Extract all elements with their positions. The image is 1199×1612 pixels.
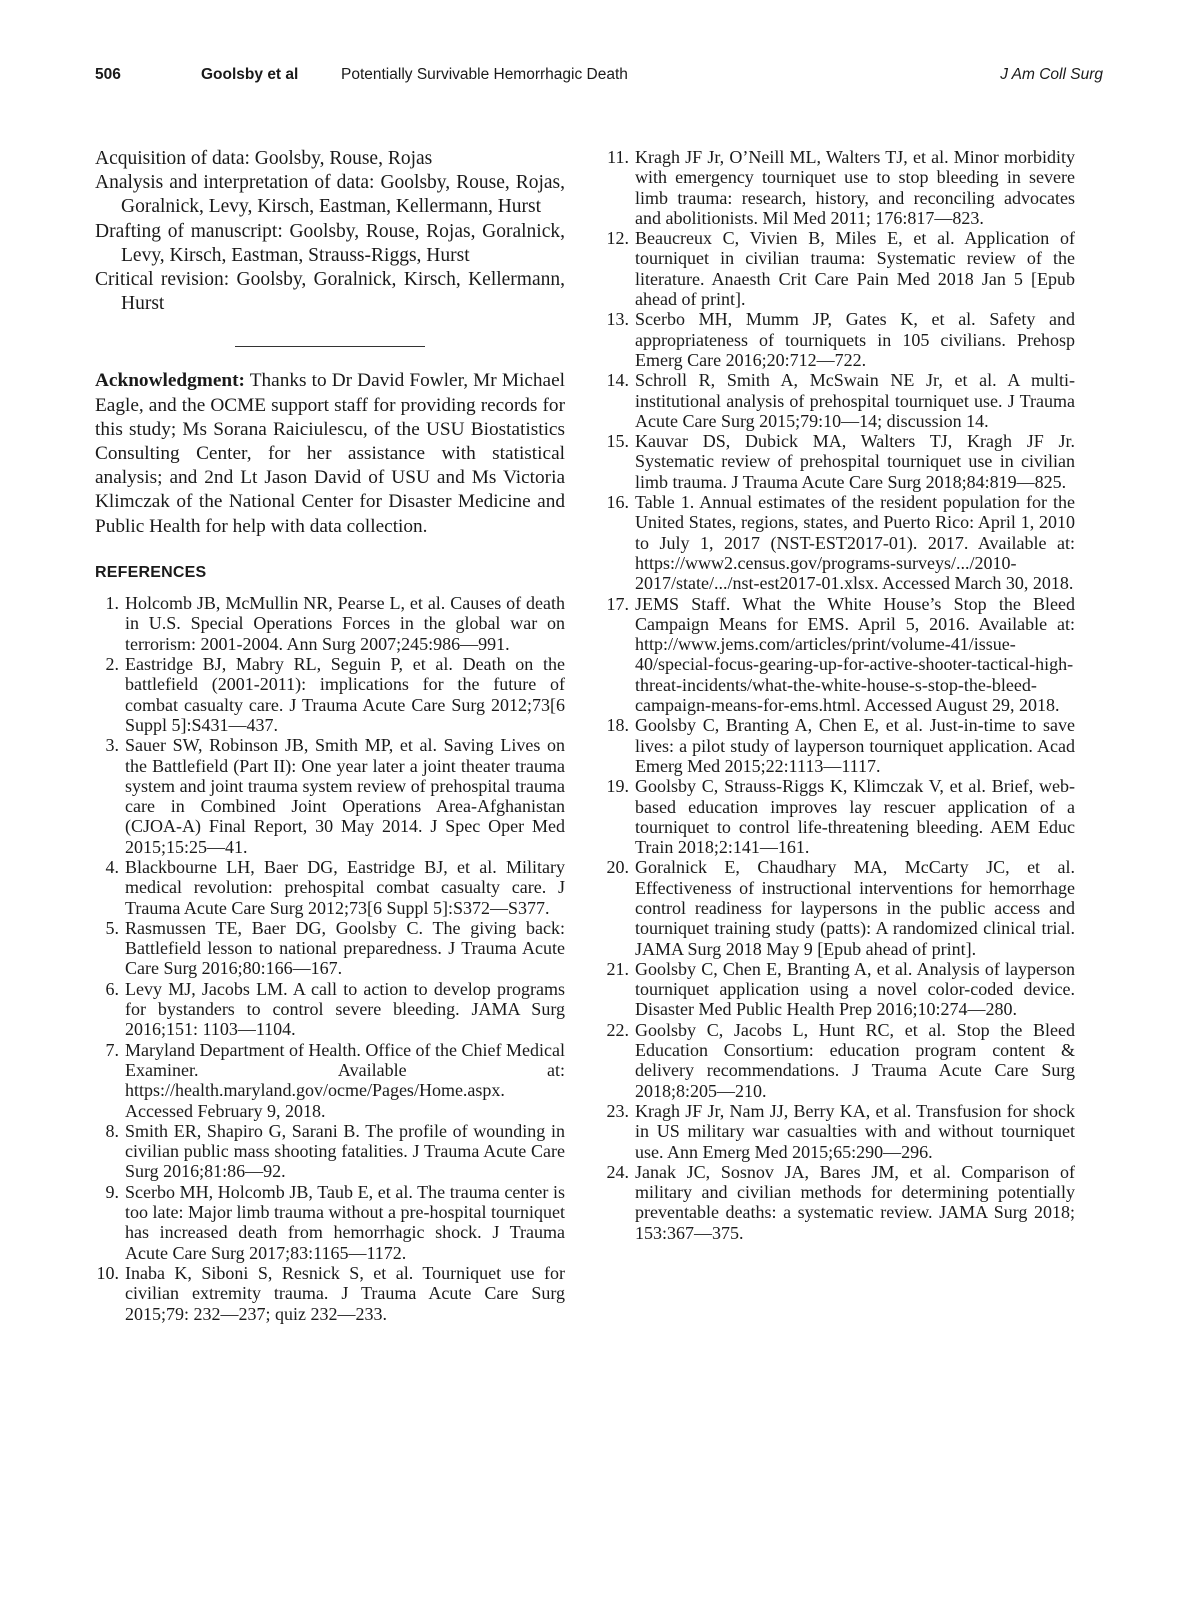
right-column bbox=[605, 147, 1075, 1243]
reference-text: Eastridge BJ, Mabry RL, Seguin P, et al. Death on the battlefield (2001-2011): implications for the future of combat casualty care. J Trauma Acute Care Surg 2012;73[6 Suppl 5]:S431—437. bbox=[125, 654, 565, 735]
reference-text: Holcomb JB, McMullin NR, Pearse L, et al. Causes of death in U.S. Special Operations Forces in the global war on terrorism: 2001-2004. Ann Surg 2007;245:986—991. bbox=[125, 593, 565, 654]
reference-number: 10. bbox=[96, 1262, 119, 1283]
reference-text: Beaucreux C, Vivien B, Miles E, et al. Application of tourniquet in civilian trauma: Systematic review of the literature. Anaesth Crit Care Pain Med 2018 Jan 5 [Epub ahead of print]. bbox=[635, 228, 1075, 310]
reference-item bbox=[605, 715, 1075, 776]
reference-text: Rasmussen TE, Baer DG, Goolsby C. The giving back: Battlefield lesson to national preparedness. J Trauma Acute Care Surg 2016;80:166—167. bbox=[125, 917, 565, 979]
reference-item bbox=[95, 857, 565, 918]
reference-number: 8. bbox=[105, 1120, 119, 1141]
acknowledgment-label: Acknowledgment: bbox=[95, 370, 245, 392]
acknowledgment bbox=[95, 369, 565, 538]
reference-number: 24. bbox=[606, 1161, 629, 1182]
reference-text: Goralnick E, Chaudhary MA, McCarty JC, et al. Effectiveness of instructional interventions for hemorrhage control readiness for laypersons in the public access and tourniquet training study (patts): A randomized clinical trial. JAMA Surg 2018 May 9 [Epub ahead of print]. bbox=[635, 857, 1075, 959]
contribution-drafting: Drafting of manuscript: Goolsby, Rouse, Rojas, Goralnick, Levy, Kirsch, Eastman, Strauss-Riggs, Hurst bbox=[95, 220, 565, 266]
reference-item bbox=[605, 431, 1075, 492]
running-header bbox=[95, 66, 1103, 88]
reference-text: Goolsby C, Jacobs L, Hunt RC, et al. Stop the Bleed Education Consortium: education program content & delivery recommendations. J Trauma Acute Care Surg 2018;8:205—210. bbox=[635, 1019, 1075, 1101]
reference-text: Goolsby C, Branting A, Chen E, et al. Just-in-time to save lives: a pilot study of layperson tourniquet application. Acad Emerg Med 2015;22:1113—1117. bbox=[635, 715, 1075, 776]
reference-number: 18. bbox=[606, 715, 629, 736]
author-contributions bbox=[95, 147, 565, 316]
reference-item bbox=[605, 309, 1075, 370]
reference-item bbox=[605, 959, 1075, 1020]
reference-number: 12. bbox=[606, 228, 629, 249]
reference-number: 3. bbox=[105, 735, 119, 756]
acknowledgment-text: Thanks to Dr David Fowler, Mr Michael Eagle, and the OCME support staff for providing records for this study; Ms Sorana Raiciulescu, of the USU Biostatistics Consulting Center, for her assistance with statistical analysis; and 2nd Lt Jason David of USU and Ms Victoria Klimczak of the National Center for Disaster Medicine and Public Health for help with data collection. bbox=[95, 370, 565, 537]
reference-number: 16. bbox=[606, 492, 629, 513]
reference-text: Inaba K, Siboni S, Resnick S, et al. Tourniquet use for civilian extremity trauma. J Trauma Acute Care Surg 2015;79: 232—237; quiz 232—233. bbox=[125, 1262, 565, 1324]
references-heading: REFERENCES bbox=[95, 563, 207, 581]
reference-number: 13. bbox=[606, 309, 629, 330]
reference-text: Smith ER, Shapiro G, Sarani B. The profile of wounding in civilian public mass shooting fatalities. J Trauma Acute Care Surg 2016;81:86—92. bbox=[125, 1120, 565, 1182]
reference-number: 7. bbox=[105, 1039, 119, 1060]
reference-item bbox=[95, 735, 565, 857]
reference-number: 4. bbox=[105, 857, 119, 877]
reference-item bbox=[605, 594, 1075, 716]
reference-text: Goolsby C, Chen E, Branting A, et al. Analysis of layperson tourniquet application using a novel color-coded device. Disaster Med Public Health Prep 2016;10:274—280. bbox=[635, 958, 1075, 1020]
reference-text: Sauer SW, Robinson JB, Smith MP, et al. Saving Lives on the Battlefield (Part II): One year later a joint theater trauma system and joint trauma system review of prehospital trauma care in Combined Joint Operations Area-Afghanistan (CJOA-A) Final Report, 30 May 2014. J Spec Oper Med 2015;15:25—41. bbox=[125, 735, 565, 857]
reference-number: 19. bbox=[606, 776, 629, 797]
reference-item bbox=[95, 1121, 565, 1182]
reference-number: 22. bbox=[606, 1019, 629, 1040]
reference-text: Levy MJ, Jacobs LM. A call to action to develop programs for bystanders to control severe bleeding. JAMA Surg 2016;151: 1103—1104. bbox=[125, 978, 565, 1040]
contribution-analysis: Analysis and interpretation of data: Goolsby, Rouse, Rojas, Goralnick, Levy, Kirsch, Eastman, Kellermann, Hurst bbox=[95, 172, 565, 218]
reference-number: 14. bbox=[606, 370, 629, 391]
reference-item bbox=[605, 1101, 1075, 1162]
header-journal: J Am Coll Surg bbox=[1000, 66, 1103, 83]
header-title: Potentially Survivable Hemorrhagic Death bbox=[341, 66, 628, 83]
reference-item bbox=[95, 1263, 565, 1324]
reference-text: Blackbourne LH, Baer DG, Eastridge BJ, et al. Military medical revolution: prehospital combat casualty care. J Trauma Acute Care Surg 2012;73[6 Suppl 5]:S372—S377. bbox=[125, 857, 565, 918]
reference-item bbox=[95, 979, 565, 1040]
reference-number: 1. bbox=[105, 593, 119, 614]
reference-item bbox=[605, 147, 1075, 228]
page-number: 506 bbox=[95, 66, 121, 83]
left-column bbox=[95, 147, 565, 1324]
reference-text: Scerbo MH, Holcomb JB, Taub E, et al. The trauma center is too late: Major limb trauma without a pre-hospital tourniquet has increased death from hemorrhagic shock. J Trauma Acute Care Surg 2017;83:1165—1172. bbox=[125, 1181, 565, 1263]
reference-list-right bbox=[605, 147, 1075, 1243]
reference-number: 5. bbox=[105, 917, 119, 938]
reference-number: 2. bbox=[105, 654, 119, 675]
contribution-acquisition: Acquisition of data: Goolsby, Rouse, Rojas bbox=[95, 148, 433, 169]
header-authors: Goolsby et al bbox=[201, 66, 299, 83]
reference-text: Schroll R, Smith A, McSwain NE Jr, et al. A multi-institutional analysis of prehospital tourniquet use. J Trauma Acute Care Surg 2015;79:10—14; discussion 14. bbox=[635, 370, 1075, 431]
reference-item bbox=[95, 1040, 565, 1121]
reference-item bbox=[95, 654, 565, 735]
reference-number: 21. bbox=[606, 958, 629, 979]
reference-item bbox=[605, 1162, 1075, 1243]
reference-text: Scerbo MH, Mumm JP, Gates K, et al. Safety and appropriateness of tourniquets in 105 civilians. Prehosp Emerg Care 2016;20:712—722. bbox=[635, 309, 1075, 370]
reference-item bbox=[95, 1182, 565, 1263]
reference-number: 17. bbox=[606, 593, 629, 614]
reference-item bbox=[605, 857, 1075, 958]
reference-number: 23. bbox=[606, 1100, 629, 1121]
reference-number: 6. bbox=[105, 978, 119, 999]
reference-item bbox=[605, 370, 1075, 431]
reference-list-left bbox=[95, 593, 565, 1324]
reference-text: Table 1. Annual estimates of the resident population for the United States, regions, states, and Puerto Rico: April 1, 2010 to July 1, 2017 (NST-EST2017-01). 2017. Available at: https://www2.census.gov/programs-surveys/.../2010-2017/state/.../nst-est2017-01.xlsx. Accessed March 30, 2018. bbox=[635, 492, 1075, 594]
section-divider bbox=[235, 346, 425, 347]
reference-text: Janak JC, Sosnov JA, Bares JM, et al. Comparison of military and civilian methods for determining potentially preventable deaths: a systematic review. JAMA Surg 2018; 153:367—375. bbox=[635, 1161, 1075, 1243]
reference-text: Kragh JF Jr, Nam JJ, Berry KA, et al. Transfusion for shock in US military war casualties with and without tourniquet use. Ann Emerg Med 2015;65:290—296. bbox=[635, 1100, 1075, 1162]
reference-item bbox=[95, 918, 565, 979]
reference-text: Maryland Department of Health. Office of the Chief Medical Examiner. Available at: https://health.maryland.gov/ocme/Pages/Home.aspx. Accessed February 9, 2018. bbox=[125, 1039, 566, 1121]
reference-text: JEMS Staff. What the White House’s Stop the Bleed Campaign Means for EMS. April 5, 2016. Available at: http://www.jems.com/articles/print/volume-41/issue-40/special-focus-gearing-up-for-active-shooter-tactical-high-threat-incidents/what-the-white-house-s-stop-the-bleed-campaign-means-for-ems.html. Accessed August 29, 2018. bbox=[635, 593, 1075, 716]
reference-item bbox=[95, 593, 565, 654]
reference-text: Kauvar DS, Dubick MA, Walters TJ, Kragh JF Jr. Systematic review of prehospital tourniquet use in civilian limb trauma. J Trauma Acute Care Surg 2018;84:819—825. bbox=[635, 431, 1075, 492]
reference-item bbox=[605, 776, 1075, 857]
reference-number: 9. bbox=[105, 1181, 119, 1202]
reference-item bbox=[605, 492, 1075, 593]
reference-text: Goolsby C, Strauss-Riggs K, Klimczak V, et al. Brief, web-based education improves lay rescuer application of a tourniquet to control life-threatening bleeding. AEM Educ Train 2018;2:141—161. bbox=[635, 776, 1075, 858]
reference-item bbox=[605, 228, 1075, 309]
contribution-revision: Critical revision: Goolsby, Goralnick, Kirsch, Kellermann, Hurst bbox=[95, 269, 565, 315]
reference-text: Kragh JF Jr, O’Neill ML, Walters TJ, et al. Minor morbidity with emergency tourniquet use to stop bleeding in severe limb trauma: research, history, and reconciling advocates and abolitionists. Mil Med 2011; 176:817—823. bbox=[635, 147, 1075, 228]
reference-number: 11. bbox=[607, 147, 629, 167]
reference-number: 20. bbox=[606, 857, 629, 878]
reference-item bbox=[605, 1020, 1075, 1101]
reference-number: 15. bbox=[606, 431, 629, 452]
